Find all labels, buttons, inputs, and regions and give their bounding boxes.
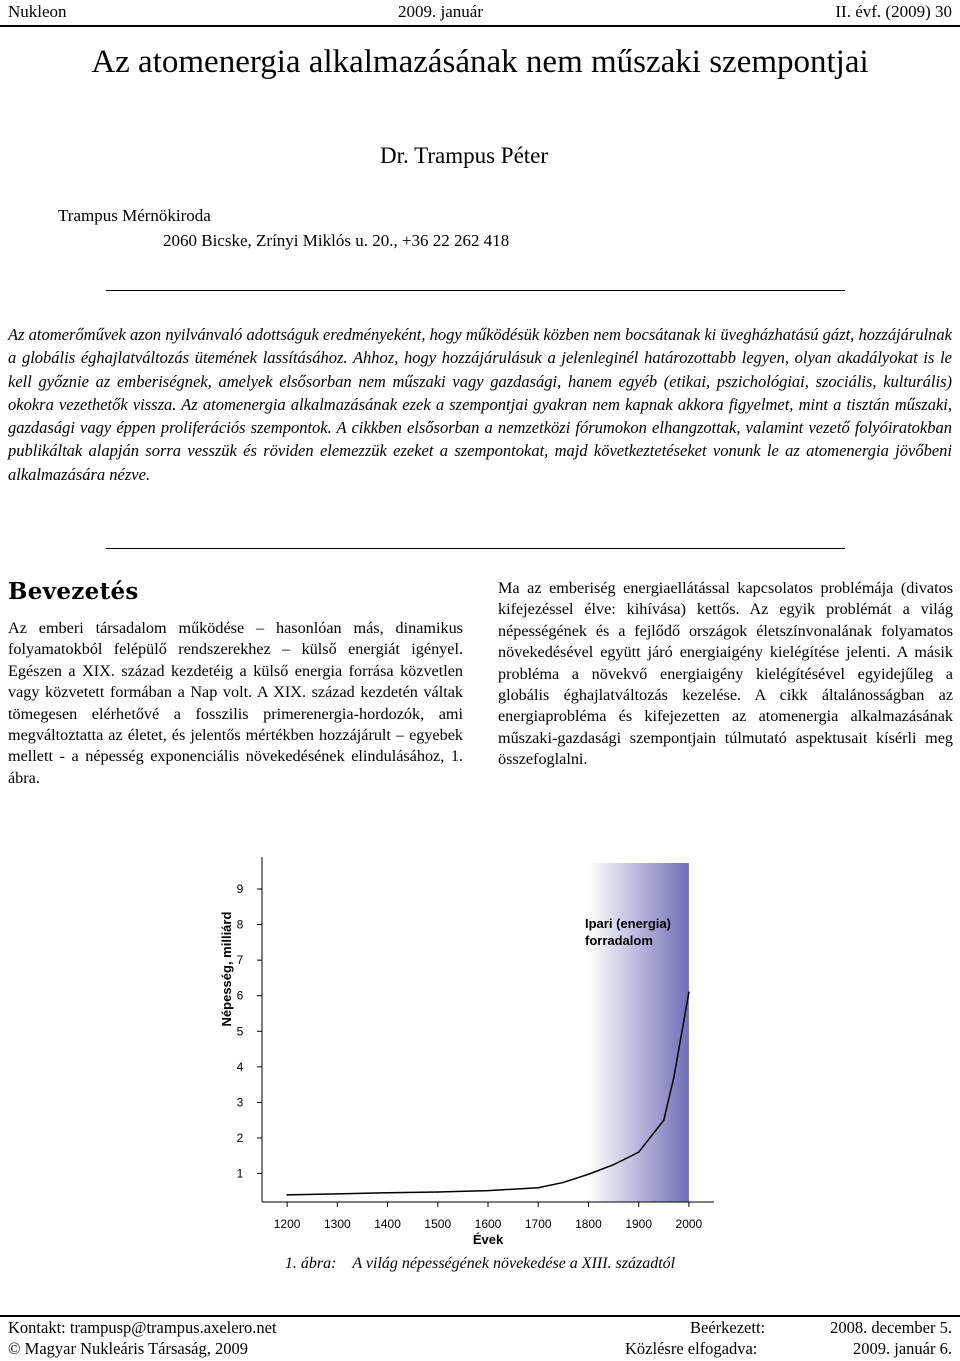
x-tick-label: 1900 <box>625 1217 653 1231</box>
y-axis-label: Népesség, milliárd <box>219 911 234 1027</box>
y-tick-label: 4 <box>236 1059 244 1074</box>
population-chart <box>0 840 960 1250</box>
population-data-point <box>663 1119 665 1121</box>
annotation-line-1: Ipari (energia) <box>585 916 671 931</box>
population-data-point <box>588 1173 590 1175</box>
figure-caption <box>0 1255 960 1273</box>
population-data-point <box>387 1192 389 1194</box>
x-tick-label: 1600 <box>474 1217 502 1231</box>
abstract-top-rule <box>106 290 845 291</box>
issue-date: 2009. január <box>398 2 483 21</box>
population-data-point <box>673 1077 675 1079</box>
volume-page: II. évf. (2009) 30 <box>835 2 952 21</box>
y-tick-label: 5 <box>236 1024 244 1039</box>
affiliation-address: 2060 Bicske, Zrínyi Miklós u. 20., +36 22 262 418 <box>163 231 510 250</box>
journal-name: Nukleon <box>8 2 67 21</box>
x-tick-label: 1300 <box>323 1217 351 1231</box>
population-data-point <box>437 1191 439 1193</box>
population-data-point <box>537 1187 539 1189</box>
x-tick-label: 2000 <box>675 1217 703 1231</box>
x-tick-label: 1500 <box>424 1217 452 1231</box>
intro-left-column: Az emberi társadalom működése – hasonlóan más, dinamikus folyamatokból felépülő rendszerekhez – külső energiát igényel. Egészen a XIX. század kezdetéig a külső energia forrása közvetlen vagy közvetett formában a Nap volt. A XIX. század kezdetén váltak tömegesen elérhetővé a fosszilis primerenergia-hordozók, ami megváltoztatta az életet, és jelentős mértékben hozzájárult – egyebek mellett - a népesség exponenciális növekedésének elindulásához, 1. ábra. <box>8 619 463 787</box>
population-data-point <box>688 991 690 993</box>
footer-received-label: Beérkezett: <box>690 1318 766 1337</box>
population-data-point <box>337 1193 339 1195</box>
abstract: Az atomerőművek azon nyilvánvaló adottságuk eredményeként, hogy működésük közben nem bocsátanak ki üvegházhatású gázt, hozzájárulnak a globális éghajlatváltozás ütemének lassításához. Ahhoz, hogy hozzájárulásuk a jelenleginél határozottabb legyen, olyan akadályokat is le kell győznie az emberiségnek, amelyek elsősorban nem műszaki vagy gazdasági, hanem egyéb (etikai, pszichológiai, szociális, kulturális) okokra vezethetők vissza. Az atomenergia alkalmazásának ezek a szempontjai gyakran nem kapnak akkora figyelmet, mint a tisztán műszaki, gazdasági vagy éppen proliferációs szempontok. A cikkben elsősorban a nemzetközi fórumokon elhangzottak, valamint vezető folyóiratokban publikáltak alapján sorra vesszük és röviden elemezzük ezeket a szempontokat, majd következtetéseket vonunk le az atomenergia jövőbeni alkalmazására nézve. <box>8 325 952 484</box>
intro-right-column: Ma az emberiség energiaellátással kapcsolatos problémája (divatos kifejezéssel élve: kihívása) kettős. Az egyik problémát a világ népességének és a fejlődő országok életszínvonalának folyamatos növekedésével együtt járó energiaigény kielégítése jelenti. A másik probléma a növekvő energiaigény kielégítésével egyidejűleg a globális éghajlatváltozás kezelése. A cikk általánosságban az energiaprobléma és kifejezetten az atomenergia alkalmazásának műszaki-gazdasági szempontjain túlmutató aspektusait kísérli meg összefoglalni. <box>498 579 953 769</box>
y-tick-label: 6 <box>236 988 244 1003</box>
y-tick-label: 7 <box>236 953 244 968</box>
figure-caption-label: 1. ábra: <box>284 1255 337 1272</box>
y-tick-label: 2 <box>236 1130 244 1145</box>
section-heading: Bevezetés <box>8 578 139 605</box>
population-data-point <box>638 1151 640 1153</box>
x-axis-label: Évek <box>472 1232 504 1247</box>
population-data-point <box>487 1190 489 1192</box>
footer-accepted-date: 2009. január 6. <box>853 1339 952 1358</box>
affiliation-org: Trampus Mérnökiroda <box>58 206 211 225</box>
footer-rule <box>0 1315 960 1317</box>
x-tick-label: 1400 <box>374 1217 401 1231</box>
x-tick-label: 1800 <box>575 1217 602 1231</box>
header-rule <box>0 25 960 27</box>
y-tick-label: 1 <box>236 1166 244 1181</box>
figure-caption-text: A világ népességének növekedése a XIII. századtól <box>352 1255 676 1272</box>
population-data-point <box>286 1194 288 1196</box>
x-tick-label: 1700 <box>524 1217 552 1231</box>
author-name: Dr. Trampus Péter <box>380 143 549 168</box>
footer-contact: Kontakt: trampusp@trampus.axelero.net <box>8 1318 277 1337</box>
abstract-bottom-rule <box>106 548 845 549</box>
annotation-line-2: forradalom <box>585 933 653 948</box>
x-tick-label: 1200 <box>273 1217 301 1231</box>
footer-accepted-label: Közlésre elfogadva: <box>625 1339 758 1358</box>
footer-copyright: © Magyar Nukleáris Társaság, 2009 <box>8 1339 248 1358</box>
population-data-point <box>563 1182 565 1184</box>
y-tick-label: 9 <box>236 882 244 897</box>
footer-received-date: 2008. december 5. <box>830 1318 952 1337</box>
population-data-point <box>683 1020 685 1022</box>
y-tick-label: 8 <box>236 917 244 932</box>
y-tick-label: 3 <box>236 1095 244 1110</box>
article-title: Az atomenergia alkalmazásának nem műszaki szempontjai <box>91 44 869 80</box>
population-data-point <box>613 1164 615 1166</box>
